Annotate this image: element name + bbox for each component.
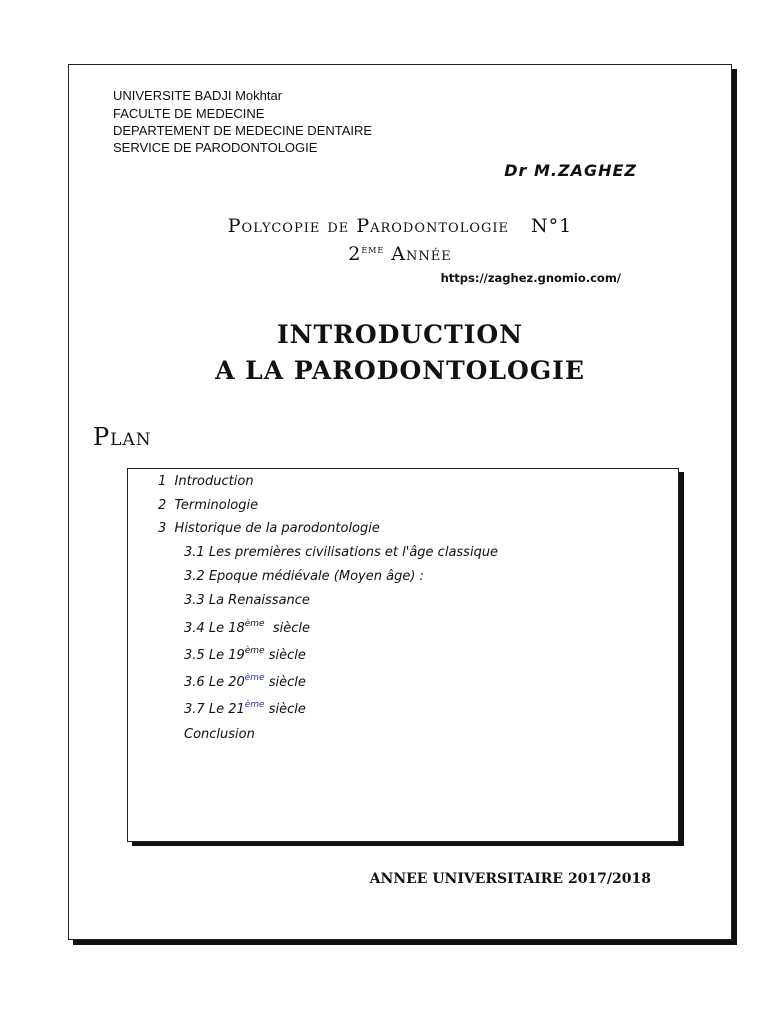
plan-item-3-4: 3.4 Le 18ème siècle <box>184 619 310 636</box>
plan-item-3: 3 Historique de la parodontologie <box>158 521 380 536</box>
academic-year: ANNEE UNIVERSITAIRE 2017/2018 <box>369 871 651 887</box>
plan-item-2: 2 Terminologie <box>158 498 259 513</box>
document-page <box>68 64 732 940</box>
year-word: Année <box>391 243 452 265</box>
plan-box <box>127 468 679 842</box>
plan-heading: Plan <box>93 423 152 451</box>
plan-item-3-7: 3.7 Le 21ème siècle <box>184 700 306 717</box>
year-number: 2 <box>348 243 362 265</box>
main-title-line-1: INTRODUCTION <box>276 320 523 349</box>
course-number: N°1 <box>531 215 573 237</box>
plan-item-conclusion: Conclusion <box>184 727 255 742</box>
plan-item-3-5: 3.5 Le 19ème siècle <box>184 646 306 663</box>
plan-item-1: 1 Introduction <box>158 474 254 489</box>
author-name: Dr M.ZAGHEZ <box>504 161 637 180</box>
course-title: Polycopie de Parodontologie <box>227 215 510 237</box>
year-superscript: ème <box>361 243 385 256</box>
faculty-name: FACULTE DE MEDECINE <box>113 106 265 121</box>
service-name: SERVICE DE PARODONTOLOGIE <box>113 140 318 155</box>
course-url-link[interactable]: https://zaghez.gnomio.com/ <box>440 271 621 285</box>
university-name: UNIVERSITE BADJI Mokhtar <box>113 88 283 103</box>
course-title-line <box>69 215 731 237</box>
plan-item-3-2: 3.2 Epoque médiévale (Moyen âge) : <box>184 569 424 584</box>
main-title-line-2: A LA PARODONTOLOGIE <box>215 356 585 385</box>
plan-item-3-1: 3.1 Les premières civilisations et l'âge classique <box>184 545 499 560</box>
department-name: DEPARTEMENT DE MEDECINE DENTAIRE <box>113 123 373 138</box>
plan-item-3-6: 3.6 Le 20ème siècle <box>184 673 306 690</box>
plan-item-3-3: 3.3 La Renaissance <box>184 593 310 608</box>
course-year-line <box>69 243 731 265</box>
